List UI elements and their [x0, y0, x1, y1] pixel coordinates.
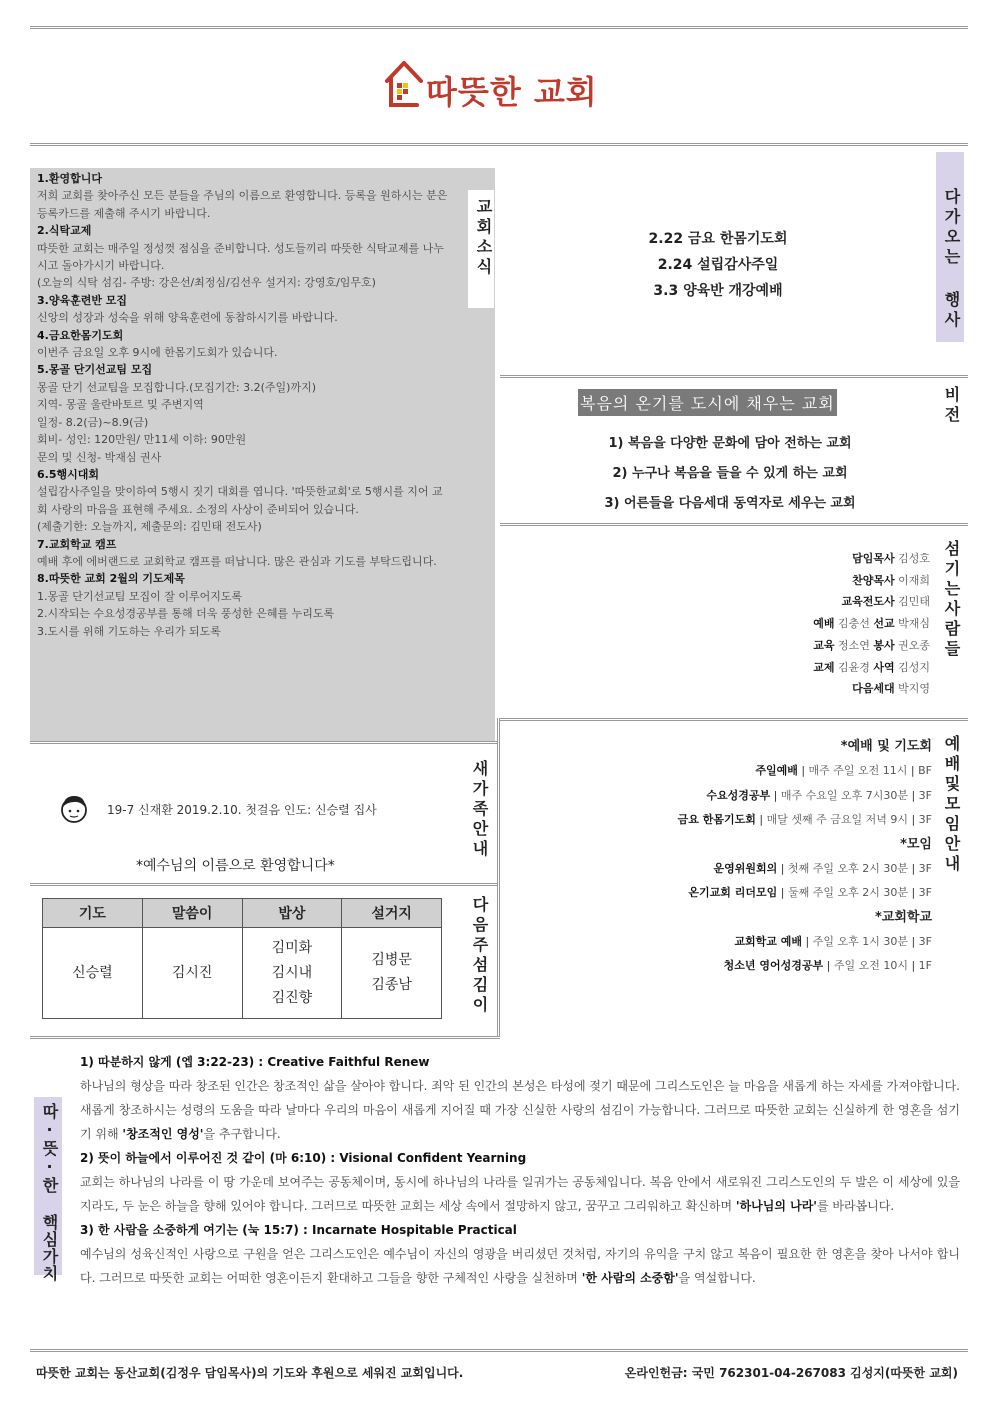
value-emphasis: '창조적인 영성': [122, 1127, 204, 1141]
servant-name: 김미화: [271, 939, 313, 956]
values-tag: 따·뜻·한 핵심가치: [40, 1103, 59, 1282]
notice-title: 5.몽골 단기선교팀 모집: [37, 363, 153, 377]
value-body: [80, 1170, 960, 1218]
servant-name: 김민태: [898, 595, 930, 609]
separator: |: [777, 886, 788, 899]
worship-list: [560, 735, 932, 979]
notice-title: 1.환영합니다: [37, 172, 102, 185]
divider-values-top: [30, 1036, 500, 1039]
value-body: [80, 1074, 960, 1146]
worship-place: 3F: [918, 813, 932, 826]
servant-row: [640, 635, 930, 657]
servant-role: 봉사: [873, 638, 895, 652]
servants-list: [640, 548, 930, 700]
notice-line: 2.시작되는 수요성경공부를 통해 더욱 풍성한 은혜를 누리도록: [37, 607, 335, 621]
worship-name: 금요 한몸기도회: [677, 813, 756, 826]
worship-row: [560, 784, 932, 809]
servant-role: 교육전도사: [841, 595, 895, 609]
value-body: [80, 1242, 960, 1290]
value-text: 을 역설합니다.: [678, 1271, 756, 1285]
worship-detail: 첫째 주일 오후 2시 30분: [787, 861, 908, 875]
value-emphasis: '한 사람의 소중함': [581, 1271, 679, 1285]
event-item: 3.3 양육반 개강예배: [653, 283, 783, 299]
servant-row: [640, 548, 930, 570]
servant-name: 김진향: [271, 989, 313, 1006]
value-text: 예수님의 성육신적인 사랑으로 구원을 얻은 그리스도인은 예수님이 자신의 영광을 버리셨던 것처럼, 자기의 유익을 구치 않고 복음이 필요한 한 영혼을 찾아 나서야 합니다. 그러므로 따뜻한 교회는 어떠한 영혼이든지 환대하고 그들을 향한 구체적인 사랑을 실천하며: [80, 1247, 960, 1285]
servant-role: 사역: [873, 660, 895, 674]
servant-name: 김충선: [837, 617, 870, 631]
servants-tag: 섬기는사람들: [942, 540, 961, 660]
footer-right: 온라인헌금: 국민 762301-04-267083 김성지(따뜻한 교회): [624, 1366, 958, 1380]
separator: |: [797, 764, 809, 777]
divider-vision: [500, 523, 968, 526]
table-cell: [43, 928, 143, 1019]
table-cell: [242, 928, 342, 1019]
worship-detail: 매달 셋째 주 금요일 저녁 9시: [766, 813, 908, 826]
servant-row: [640, 678, 930, 700]
separator: |: [907, 861, 919, 875]
servant-role: 다음세대: [852, 682, 895, 696]
worship-place: 1F: [918, 959, 932, 972]
worship-name: 온기교회 리더모임: [688, 886, 778, 899]
notices-list: [37, 170, 453, 640]
table-header-cell: 말씀이: [142, 899, 242, 928]
notice-line: 3.도시를 위해 기도하는 우리가 되도록: [37, 624, 221, 638]
servant-name: 김병문: [371, 952, 412, 968]
footer-left: 따뜻한 교회는 동산교회(김정우 담임목사)의 기도와 후원으로 세워진 교회입니다.: [36, 1366, 464, 1380]
notices-tag: 교회소식: [474, 198, 493, 278]
notice-line: 저희 교회를 찾아주신 모든 분들을 주님의 이름으로 환영합니다. 등록을 원하시는 분은 등록카드를 제출해 주시기 바랍니다.: [37, 189, 448, 220]
values-list: [80, 1050, 960, 1290]
table-row: [43, 928, 442, 1019]
divider-newcomers-bottom: [30, 883, 497, 886]
worship-row: [560, 857, 932, 882]
separator: |: [907, 959, 919, 972]
value-title: 3) 한 사람을 소중하게 여기는 (눅 15:7) : Incarnate Hospitable Practical: [80, 1223, 517, 1237]
servant-row: [640, 613, 930, 635]
servant-role: 찬양목사: [852, 573, 895, 587]
servant-row: [640, 591, 930, 613]
divider-newcomers-top: [30, 741, 497, 744]
servant-name: 권오종: [898, 638, 930, 652]
notice-title: 6.5행시대회: [37, 467, 99, 481]
vision-tag: 비전: [942, 386, 961, 426]
table-cell: [342, 928, 442, 1019]
worship-section-heading: *교회학교: [874, 909, 932, 925]
newcomers-tag: 새가족안내: [470, 760, 489, 860]
events-tag: 다가오는 행사: [942, 188, 961, 331]
worship-row: [560, 881, 932, 906]
worship-place: 3F: [918, 886, 932, 899]
header-bottom-rule: [30, 143, 968, 149]
table-cell: [142, 928, 242, 1019]
servant-name: 박재심: [898, 617, 930, 631]
worship-detail: 주일 오전 10시: [833, 959, 908, 972]
servant-row: [640, 570, 930, 592]
servant-role: 예배: [813, 617, 835, 631]
notice-line: 몽골 단기 선교팀을 모집합니다.(모집기간: 3.2(주일)까지): [37, 380, 316, 394]
servant-role: 담임목사: [852, 552, 895, 565]
worship-name: 수요성경공부: [706, 788, 771, 802]
separator: |: [823, 959, 834, 972]
notice-line: 설립감사주일을 맞이하여 5행시 짓기 대회를 엽니다. '따뜻한교회'로 5행시를 지어 교회 사랑의 마음을 표현해 주세요. 소정의 사상이 준비되어 있습니다.: [37, 485, 443, 516]
worship-name: 운영위원회의: [713, 861, 778, 875]
notice-line: (제출기한: 오늘까지, 제출문의: 김민태 전도사): [37, 520, 262, 534]
servant-name: 이재희: [898, 573, 930, 587]
notice-line: 지역- 몽골 울란바토르 및 주변지역: [37, 398, 204, 412]
vision-headline: 복음의 온기를 도시에 채우는 교회: [578, 389, 837, 416]
servant-name: 박지영: [898, 682, 930, 696]
worship-section-heading: *모임: [900, 836, 932, 852]
worship-detail: 매주 수요일 오후 7시30분: [780, 788, 908, 802]
notice-title: 2.식탁교제: [37, 224, 92, 238]
value-text: 하나님의 형상을 따라 창조된 인간은 창조적인 삶을 살아야 합니다. 죄악 된 인간의 본성은 타성에 젖기 때문에 그리스도인은 늘 마음을 새롭게 하는 자세를 가져야합니다. 새롭게 창조하시는 성령의 도움을 따라 날마다 우리의 마음이 새롭게 지어질 때 가장 신실한 사랑의 섬김이 가능합니다. 그러므로 따뜻한 교회는 신실하게 한 영혼을 섬기기 위해: [80, 1079, 960, 1141]
value-text: 교회는 하나님의 나라를 이 땅 가운데 보여주는 공동체이며, 동시에 하나님의 나라를 일궈가는 공동체입니다. 복음 안에서 새로워진 그리스도인의 두 발은 이 세상에 있을 지라도, 두 눈은 하늘을 향해 있어야 합니다. 그러므로 따뜻한 교회는 세상 속에서 절망하지 않고, 꿈꾸고 그리워하고 확신하며: [80, 1175, 960, 1213]
page-title: 따뜻한 교회: [426, 73, 598, 111]
vision-item: 2) 누구나 복음을 들을 수 있게 하는 교회: [612, 466, 848, 481]
next-week-tag: 다음주섬김이: [470, 896, 489, 1016]
worship-name: 주일예배: [755, 764, 798, 777]
notice-line: 신앙의 성장과 성숙을 위해 양육훈련에 동참하시기를 바랍니다.: [37, 311, 338, 325]
worship-place: BF: [918, 764, 932, 777]
servant-role: 교제: [813, 660, 835, 674]
notice-line: 이번주 금요일 오후 9시에 한몸기도회가 있습니다.: [37, 346, 278, 360]
servant-name: 김성호: [898, 552, 930, 565]
next-week-table: [42, 898, 442, 1019]
value-emphasis: '하나님의 나라': [735, 1199, 817, 1213]
table-header-cell: 기도: [43, 899, 143, 928]
notice-line: (오늘의 식탁 섬김- 주방: 강은선/최정심/김선우 설거지: 강영호/임무호): [37, 276, 376, 290]
church-house-logo-icon: [384, 59, 424, 109]
worship-detail: 둘째 주일 오후 2시 30분: [787, 886, 908, 899]
table-header-row: [43, 899, 442, 928]
newcomer-entry: 19-7 신재환 2019.2.10. 첫걸음 인도: 신승렬 집사: [107, 803, 377, 817]
worship-name: 청소년 영어성경공부: [723, 959, 824, 972]
notice-title: 8.따뜻한 교회 2월의 기도제목: [37, 572, 185, 586]
servant-name: 김성지: [898, 660, 930, 674]
worship-row: [560, 930, 932, 955]
worship-place: 3F: [918, 861, 932, 875]
servant-role: 교육: [813, 638, 835, 652]
worship-detail: 매주 주일 오전 11시: [808, 764, 908, 777]
vision-item: 1) 복음을 다양한 문화에 담아 전하는 교회: [608, 436, 852, 451]
vision-list: [580, 429, 880, 519]
separator: |: [770, 788, 781, 802]
notice-line: 예배 후에 에버랜드로 교회학교 캠프를 떠납니다. 많은 관심과 기도를 부탁드립니다.: [37, 554, 437, 568]
notice-line: 회비- 성인: 120만원/ 만11세 이하: 90만원: [37, 433, 247, 447]
separator: |: [802, 934, 813, 948]
worship-section-heading: *예배 및 기도회: [840, 739, 932, 754]
notice-title: 7.교회학교 캠프: [37, 537, 117, 551]
notice-title: 4.금요한몸기도회: [37, 328, 124, 342]
column-divider: [497, 718, 503, 1036]
value-title: 1) 따분하지 않게 (엡 3:22-23) : Creative Faithful Renew: [80, 1055, 430, 1069]
value-text: 를 바라봅니다.: [816, 1199, 895, 1213]
events-list: [588, 226, 848, 304]
servant-name: 정소연: [837, 638, 870, 652]
worship-row: [560, 954, 932, 979]
top-rule: [30, 26, 968, 32]
worship-tag: 예배및모임안내: [942, 735, 961, 875]
separator: |: [755, 813, 767, 826]
event-item: 2.24 설립감사주일: [657, 257, 779, 273]
divider-servants: [500, 718, 968, 721]
notice-line: 일정- 8.2(금)~8.9(금): [37, 415, 149, 429]
notice-line: 문의 및 신청- 박재심 권사: [37, 450, 162, 464]
table-header-cell: 밥상: [242, 899, 342, 928]
value-title: 2) 뜻이 하늘에서 이루어진 것 같이 (마 6:10) : Visional Confident Yearning: [80, 1151, 527, 1165]
worship-row: [560, 759, 932, 784]
worship-detail: 주일 오후 1시 30분: [812, 934, 908, 948]
event-item: 2.22 금요 한몸기도회: [648, 231, 788, 247]
servant-row: [640, 657, 930, 679]
separator: |: [907, 788, 919, 802]
worship-place: 3F: [918, 934, 932, 948]
servant-role: 선교: [873, 617, 895, 631]
servant-name: 김시진: [171, 964, 213, 981]
separator: |: [907, 813, 919, 826]
servant-name: 김윤경: [837, 660, 870, 674]
worship-name: 교회학교 예배: [734, 934, 803, 948]
divider-events: [500, 375, 968, 378]
value-text: 을 추구합니다.: [203, 1127, 281, 1141]
notice-line: 1.몽골 단기선교팀 모집이 잘 이루어지도록: [37, 589, 243, 603]
servant-name: 김종남: [371, 977, 412, 993]
servant-name: 신승렬: [72, 964, 113, 981]
worship-place: 3F: [918, 788, 932, 802]
worship-row: [560, 808, 932, 833]
table-header-cell: 설거지: [342, 899, 442, 928]
newcomer-welcome: *예수님의 이름으로 환영합니다*: [136, 858, 335, 874]
footer-rule: [30, 1349, 968, 1352]
notice-line: 따뜻한 교회는 매주일 정성껏 점심을 준비합니다. 성도들끼리 따뜻한 식탁교제를 나누시고 돌아가시기 바랍니다.: [37, 241, 444, 273]
newcomer-face-icon: [60, 793, 88, 825]
separator: |: [907, 886, 919, 899]
separator: |: [907, 764, 919, 777]
header: [384, 57, 624, 112]
servant-name: 김시내: [271, 964, 313, 981]
notice-title: 3.양육훈련반 모집: [37, 293, 128, 307]
vision-item: 3) 어른들을 다음세대 동역자로 세우는 교회: [604, 496, 856, 511]
separator: |: [777, 861, 788, 875]
separator: |: [907, 934, 919, 948]
